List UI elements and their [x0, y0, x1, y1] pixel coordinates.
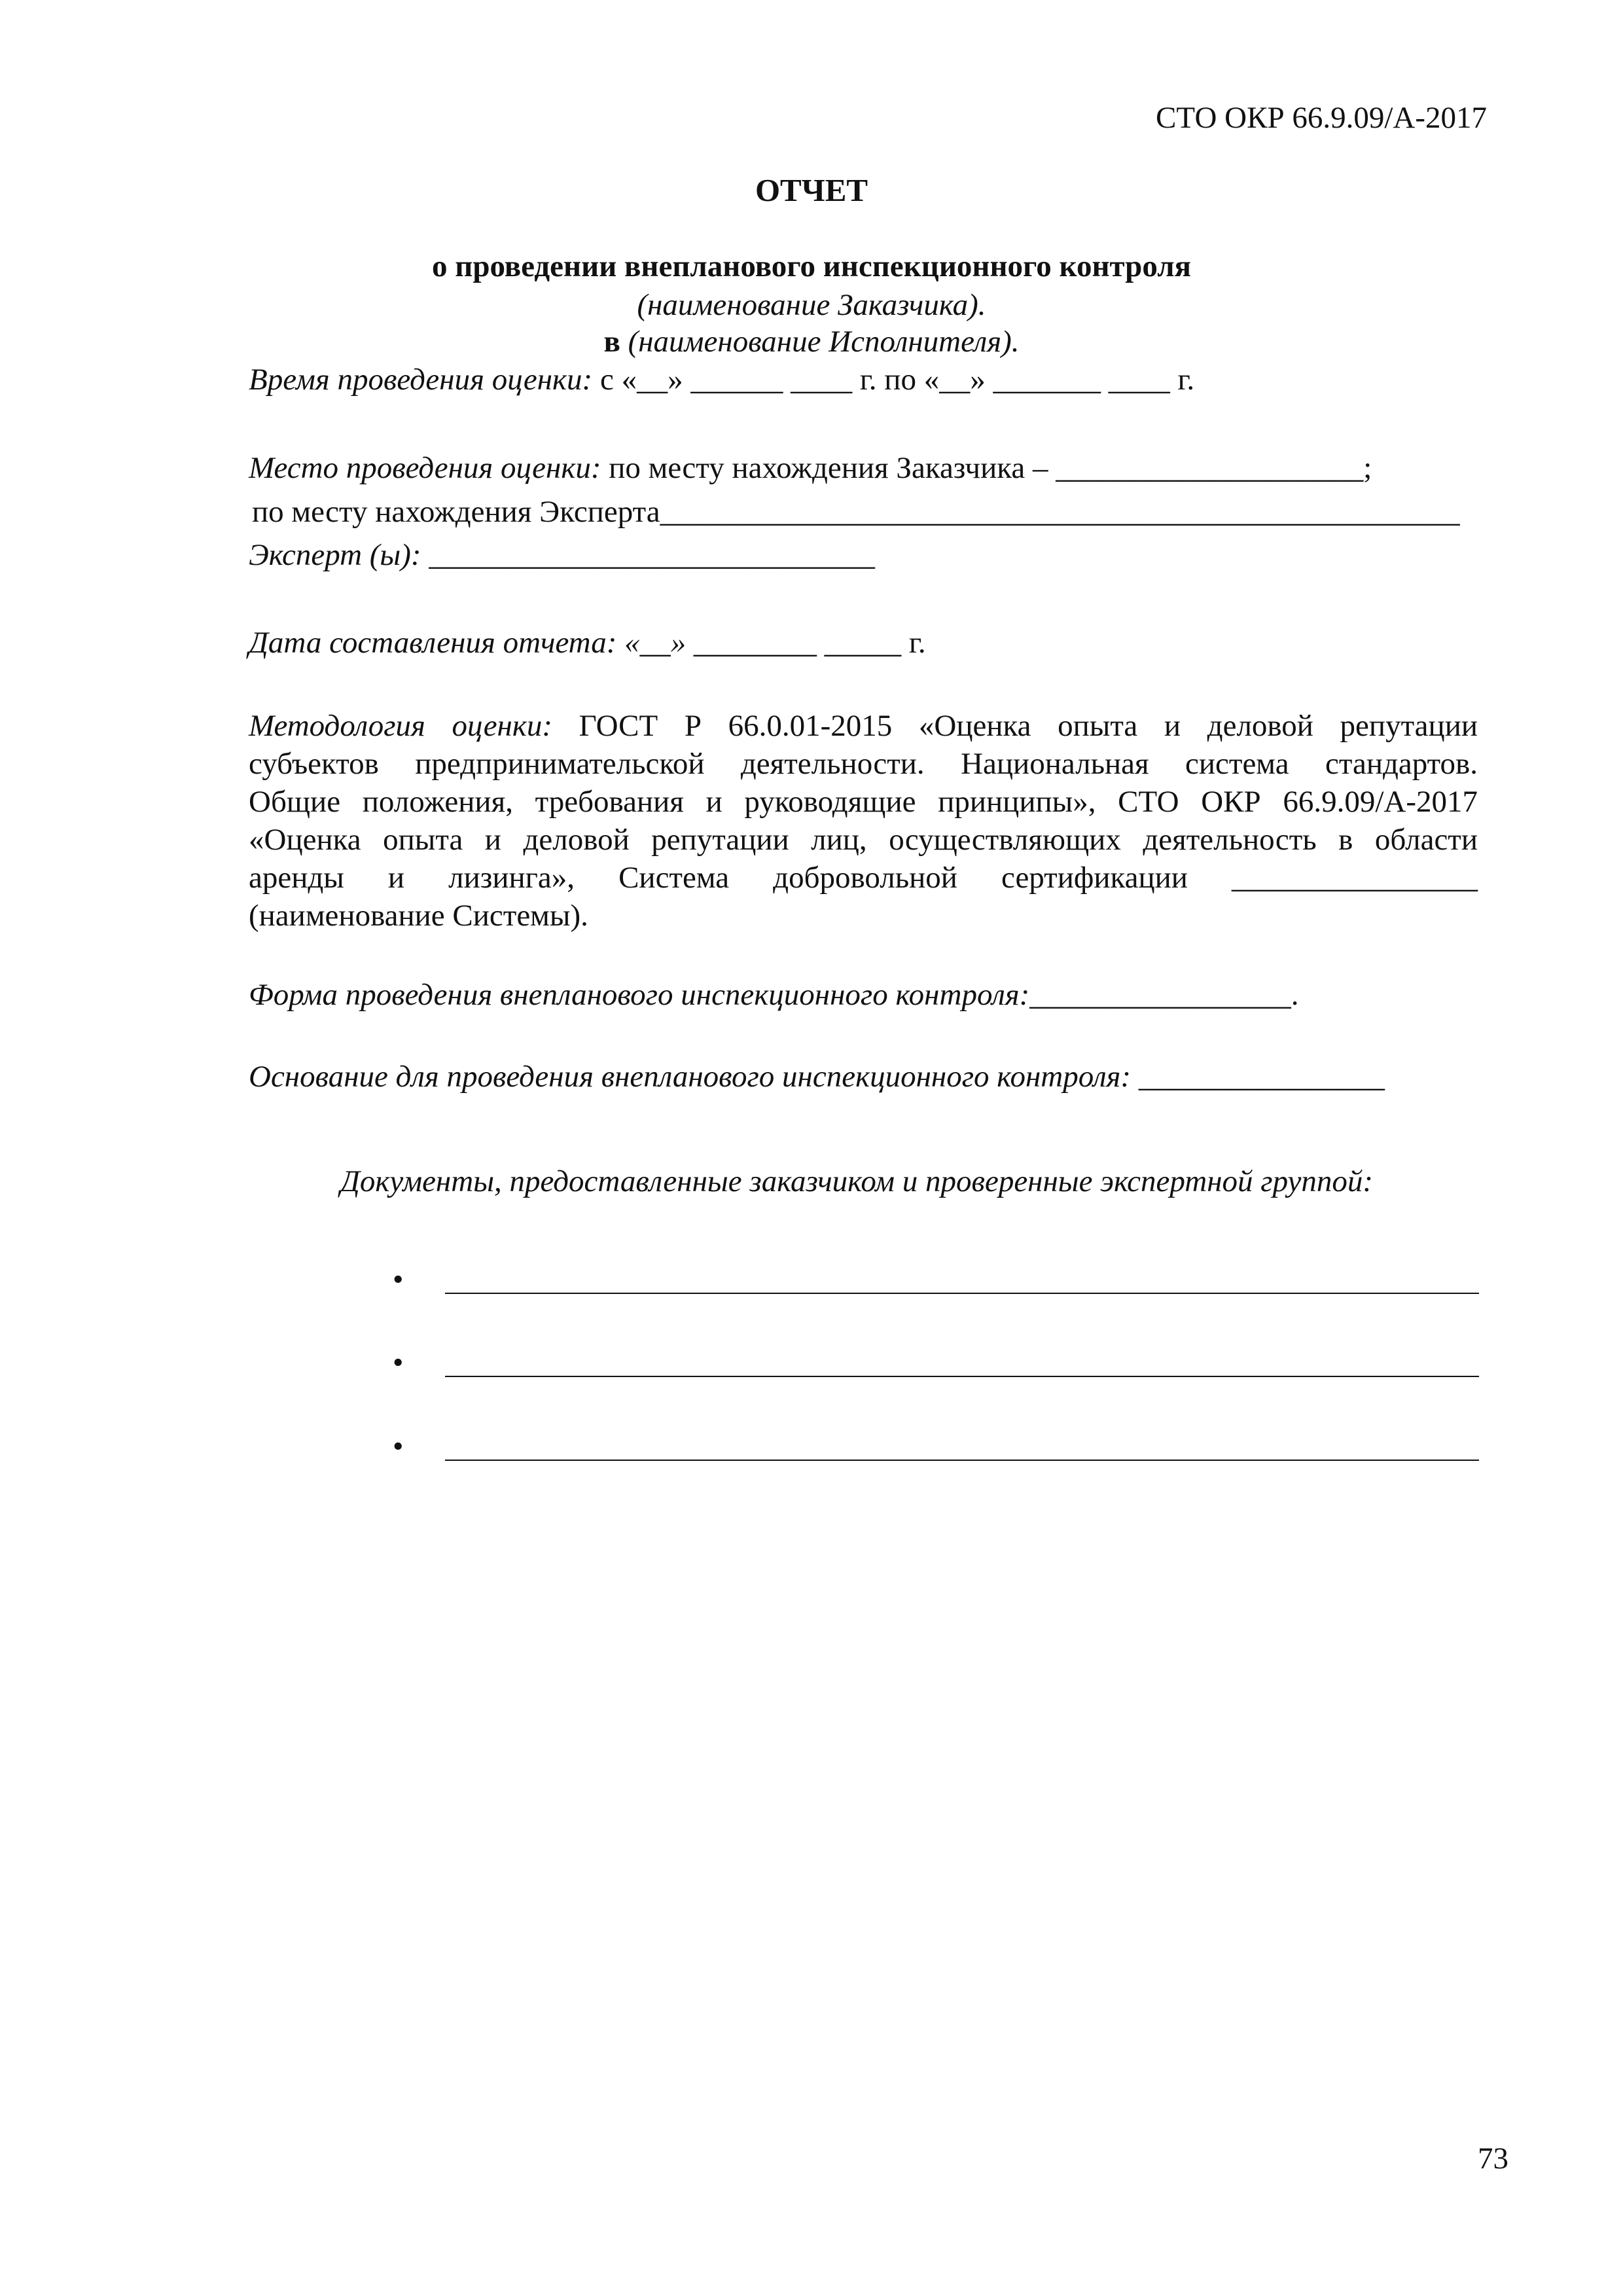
bullet-icon: • — [393, 1429, 404, 1463]
evaluation-place-expert: по месту нахождения Эксперта____________________________________________________ — [252, 495, 1460, 529]
control-basis-field — [249, 1057, 1385, 1096]
evaluation-time-value: с «__» ______ ____ г. по «__» _______ ____ г. — [592, 363, 1195, 397]
control-basis-value: ________________ — [1131, 1060, 1385, 1094]
document-list-item — [393, 1427, 1479, 1466]
report-date-field — [249, 623, 926, 662]
bullet-icon: • — [393, 1346, 404, 1380]
methodology-line: «Оценка опыта и деловой репутации лиц, осуществляющих деятельность в области — [249, 823, 1478, 857]
control-basis-label: Основание для проведения внепланового инспекционного контроля: — [249, 1060, 1132, 1094]
report-date-value: ________ _____ г. — [686, 626, 926, 660]
documents-heading: Документы, предоставленные заказчиком и проверенные экспертной группой: — [340, 1164, 1374, 1198]
experts-value: _____________________________ — [421, 538, 875, 572]
methodology-paragraph — [249, 707, 1478, 935]
customer-placeholder: (наименование Заказчика). — [637, 288, 986, 322]
bullet-icon: • — [393, 1263, 404, 1297]
methodology-line: субъектов предпринимательской деятельности. Национальная система стандартов. — [249, 747, 1478, 781]
control-form-label: Форма проведения внепланового инспекционного контроля: — [249, 978, 1030, 1012]
evaluation-place-customer: по месту нахождения Заказчика – ____________________; — [601, 451, 1372, 485]
executor-placeholder: (наименование Исполнителя). — [628, 325, 1020, 359]
executor-line — [0, 322, 1623, 361]
page-number: 73 — [1478, 2142, 1508, 2176]
document-list-item — [393, 1343, 1479, 1382]
methodology-text: ГОСТ Р 66.0.01-2015 «Оценка опыта и деловой репутации — [579, 709, 1478, 743]
document-code: СТО ОКР 66.9.09/А-2017 — [1156, 101, 1487, 135]
blank-line — [445, 1460, 1479, 1461]
blank-line — [445, 1376, 1479, 1377]
experts-label: Эксперт (ы): — [249, 538, 421, 572]
methodology-line: Общие положения, требования и руководящие принципы», СТО ОКР 66.9.09/А-2017 — [249, 785, 1478, 819]
control-form-field — [249, 975, 1299, 1014]
evaluation-place-label: Место проведения оценки: — [249, 451, 601, 485]
evaluation-time-label: Время проведения оценки: — [249, 363, 593, 397]
evaluation-place-field — [249, 448, 1372, 488]
methodology-line: (наименование Системы). — [249, 899, 588, 933]
methodology-label: Методология оценки: — [249, 709, 553, 743]
methodology-line — [249, 707, 1478, 745]
report-title: ОТЧЕТ — [755, 172, 868, 208]
executor-prefix: в — [603, 325, 620, 359]
report-date-label: Дата составления отчета: «__» — [249, 626, 687, 660]
evaluation-time-field — [249, 360, 1194, 399]
report-subtitle: о проведении внепланового инспекционного контроля — [431, 249, 1191, 283]
control-form-value: _________________. — [1029, 978, 1299, 1012]
document-list-item — [393, 1260, 1479, 1299]
experts-field — [249, 535, 875, 575]
blank-line — [445, 1293, 1479, 1294]
methodology-line: аренды и лизинга», Система добровольной сертификации ________________ — [249, 861, 1478, 895]
